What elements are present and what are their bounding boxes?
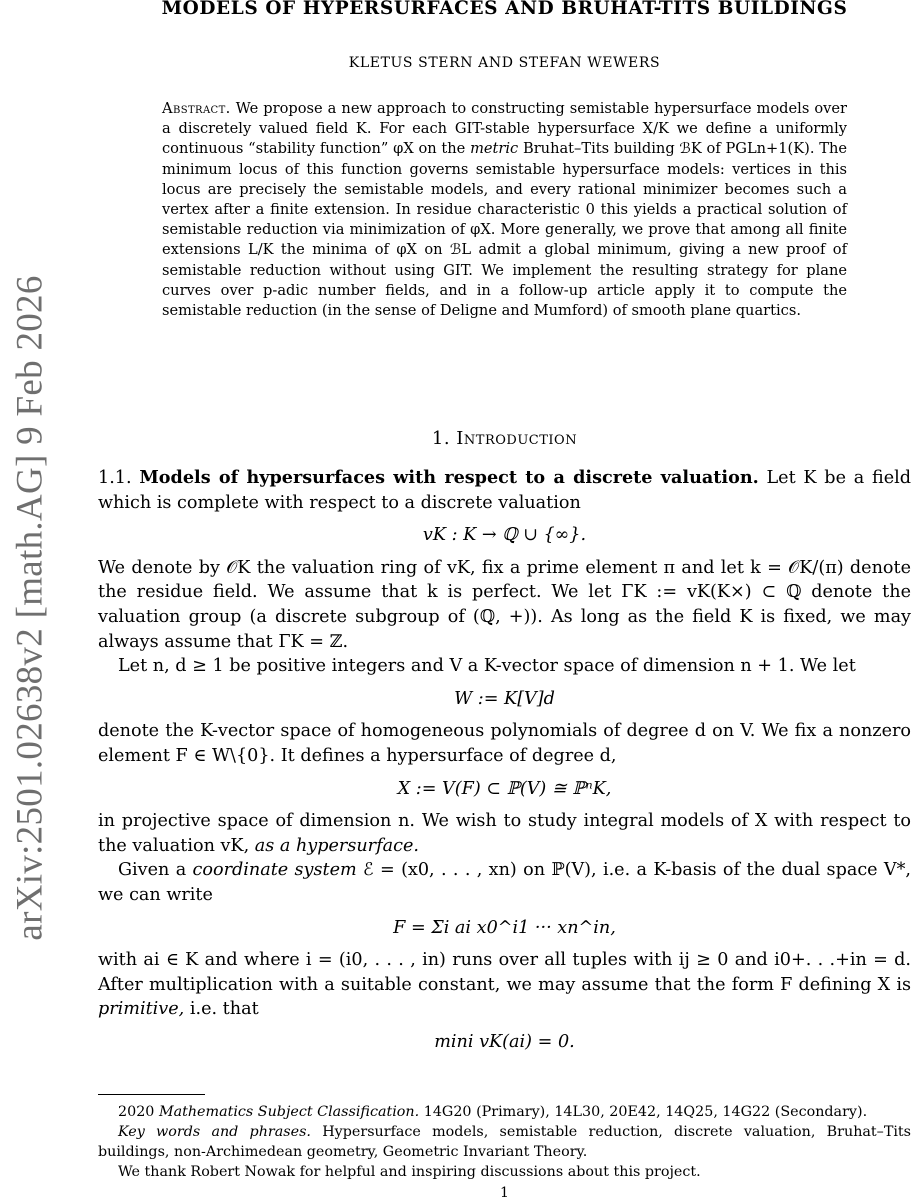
paragraph-polynomials: denote the K-vector space of homogeneous polynomials of degree d on V. We fix a nonzero element F ∈ W\{0}. It defines a hypersurface of degree d,	[98, 721, 911, 766]
paragraph-coordinates-emphasis: coordinate system	[192, 860, 357, 881]
abstract-text-1: We propose a new approach to constructing semistable hypersurface models over a discretely valued field K. For each GIT-stable hypersurface X/K we define a uniformly continuous “stability function” φX on the	[162, 100, 847, 158]
footnote-msc-codes: 14G20 (Primary), 14L30, 20E42, 14Q25, 14G22 (Secondary).	[423, 1104, 868, 1120]
abstract-text-2: Bruhat–Tits building ℬK of PGLn+1(K). The minimum locus of this function governs semistable hypersurface models: vertices in this locus are precisely the semistable models, and every rational minimizer becomes such a vertex after a finite extension. In residue characteristic 0 this yields a practical solution of semistable reduction via minimization of φX. More generally, we prove that among all finite extensions L/K the minima of φX on ℬL admit a global minimum, giving a new proof of semistable reduction without using GIT. We implement the resulting strategy for plane curves over p-adic number fields, and in a follow-up article apply it to compute the semistable reduction (in the sense of Deligne and Mumford) of smooth plane quartics.	[162, 140, 847, 320]
paragraph-projective	[98, 809, 911, 858]
subsection-number: 1.1.	[98, 468, 132, 488]
equation-valuation: vK : K → ℚ ∪ {∞}.	[422, 525, 587, 546]
paragraph-primitive-emphasis: primitive,	[98, 999, 185, 1020]
paragraph-primitive	[98, 948, 911, 1022]
paper-authors: KLETUS STERN AND STEFAN WEWERS	[348, 55, 661, 71]
paragraph-coordinates	[98, 858, 911, 907]
arxiv-identifier: arXiv:2501.02638v2 [math.AG] 9 Feb 2026	[9, 275, 51, 941]
subsection-paragraph	[98, 466, 911, 515]
paper-title: MODELS OF HYPERSURFACES AND BRUHAT-TITS BUILDINGS	[161, 0, 848, 19]
equation-form-sum: F = Σi ai x0^i1 ··· xn^in,	[393, 917, 616, 938]
subsection-title: Models of hypersurfaces with respect to a discrete valuation.	[139, 467, 759, 488]
paragraph-projective-emphasis: as a hypersurface.	[254, 835, 419, 856]
paragraph-primitive-text: with ai ∈ K and where i = (i0, . . . , in) runs over all tuples with ij ≥ 0 and i0+. . .+in = d. After multiplication with a suitable constant, we may assume that the form F defining X is	[98, 950, 911, 995]
paragraph-coordinates-lead: Given a	[118, 860, 187, 881]
footnote-keywords	[98, 1122, 911, 1162]
paragraph-primitive-tail: i.e. that	[189, 999, 259, 1020]
abstract	[162, 99, 847, 321]
footnote-rule	[98, 1094, 205, 1095]
equation-w: W := K[V]d	[454, 688, 555, 709]
body-text	[98, 466, 911, 1062]
footnote-msc-label: Mathematics Subject Classification.	[158, 1104, 420, 1120]
abstract-emphasis: metric	[470, 140, 519, 158]
paper-page	[98, 0, 911, 1200]
footnote-msc	[98, 1102, 911, 1122]
paragraph-valuation-ring: We denote by 𝒪K the valuation ring of vK, fix a prime element π and let k = 𝒪K/(π) denote the residue field. We assume that k is perfect. We let ΓK := vK(K×) ⊂ ℚ denote the valuation group (a discrete subgroup of (ℚ, +)). As long as the field K is fixed, we may always assume that ΓK = ℤ.	[98, 557, 911, 652]
arxiv-sidebar	[0, 0, 62, 1200]
section-heading: 1. Introduction	[431, 428, 578, 449]
abstract-label: Abstract.	[162, 100, 231, 117]
footnote-keywords-text: Hypersurface models, semistable reduction, discrete valuation, Bruhat–Tits buildings, non-Archimedean geometry, Geometric Invariant Theory.	[98, 1124, 911, 1160]
paragraph-dimension: Let n, d ≥ 1 be positive integers and V a K-vector space of dimension n + 1. We let	[118, 656, 856, 677]
subsection-lead: Let K be a field which is complete with respect to a discrete valuation	[98, 468, 911, 513]
footnotes	[98, 1102, 911, 1182]
footnote-keywords-label: Key words and phrases.	[118, 1124, 311, 1140]
equation-hypersurface: X := V(F) ⊂ ℙ(V) ≅ ℙⁿK,	[397, 778, 612, 799]
footnote-msc-year: 2020	[118, 1104, 155, 1120]
equation-minimum: mini vK(ai) = 0.	[434, 1031, 575, 1052]
paragraph-projective-text: in projective space of dimension n. We wish to study integral models of X with respect to the valuation vK,	[98, 811, 911, 856]
footnote-thanks: We thank Robert Nowak for helpful and inspiring discussions about this project.	[118, 1164, 701, 1180]
paragraph-coordinates-text: ℰ = (x0, . . . , xn) on ℙ(V), i.e. a K-basis of the dual space V*, we can write	[98, 860, 911, 905]
page-number: 1	[500, 1185, 509, 1201]
